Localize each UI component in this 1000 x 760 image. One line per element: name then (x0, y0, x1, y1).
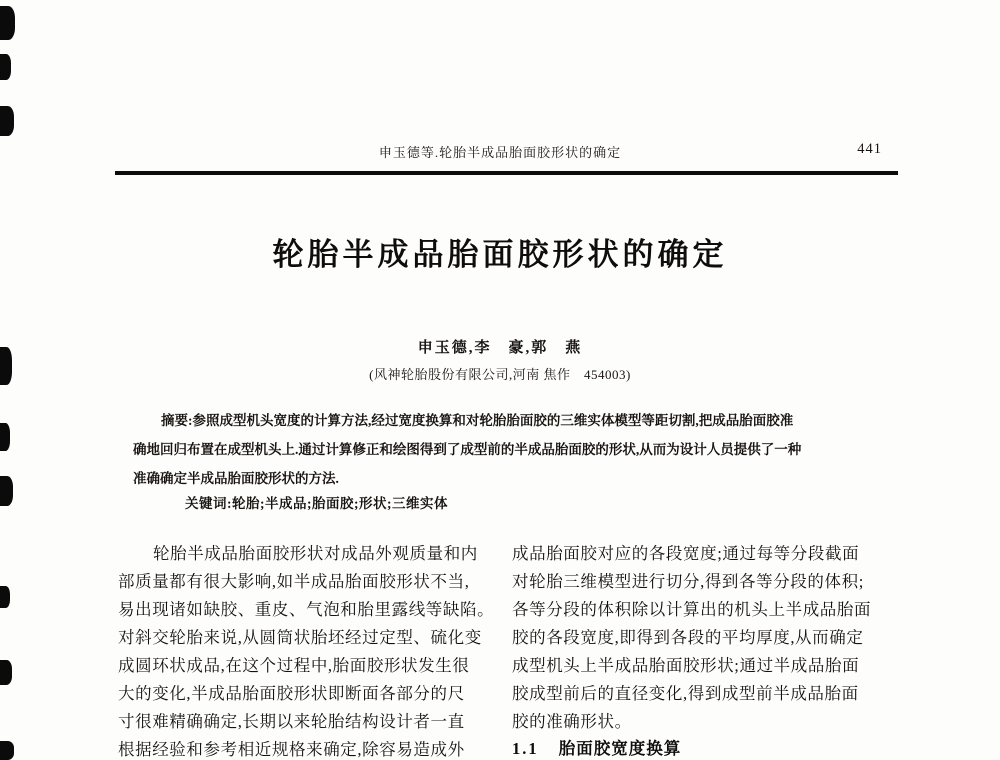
text-line: 轮胎半成品胎面胶形状对成品外观质量和内 (153, 544, 478, 563)
abstract-block (133, 406, 868, 493)
section-title: 胎面胶宽度换算 (558, 740, 682, 758)
body-left-column (118, 540, 510, 760)
keywords-line: 关键词:轮胎;半成品;胎面胶;形状;三维实体 (185, 496, 448, 511)
text-line: 各等分段的体积除以计算出的机头上半成品胎面 (512, 600, 872, 619)
text-line: 部质量都有很大影响,如半成品胎面胶形状不当, (118, 572, 470, 591)
scan-edge-mark (0, 423, 10, 451)
page-number: 441 (857, 141, 882, 157)
text-line: 寸很难精确确定,长期以来轮胎结构设计者一直 (118, 712, 465, 731)
scan-edge-mark (0, 6, 15, 40)
text-line: 胶的各段宽度,即得到各段的平均厚度,从而确定 (512, 628, 864, 647)
running-header: 申玉德等.轮胎半成品胎面胶形状的确定 (378, 145, 622, 160)
text-line: 准确确定半成品胎面胶形状的方法. (133, 471, 339, 486)
scan-edge-mark (0, 660, 12, 685)
scan-edge-mark (0, 586, 10, 608)
text-line: 胶成型前后的直径变化,得到成型前半成品胎面 (512, 684, 859, 703)
text-line: 胶的准确形状。 (512, 712, 632, 731)
header-rule (115, 171, 898, 175)
text-line: 确地回归布置在成型机头上.通过计算修正和绘图得到了成型前的半成品胎面胶的形状,从而为设计人员提供了一种 (133, 442, 802, 457)
text-line: 大的变化,半成品胎面胶形状即断面各部分的尺 (118, 684, 465, 703)
affiliation-line: (风神轮胎股份有限公司,河南 焦作 454003) (369, 367, 631, 382)
text-line: 成型机头上半成品胎面胶形状;通过半成品胎面 (512, 656, 860, 675)
text-line: 对轮胎三维模型进行切分,得到各等分段的体积; (512, 572, 864, 591)
scan-edge-mark (0, 54, 11, 80)
scan-edge-mark (0, 106, 14, 136)
text-line: 成圆环状成品,在这个过程中,胎面胶形状发生很 (118, 656, 470, 675)
authors-line: 申玉德,李 豪,郭 燕 (417, 340, 583, 356)
article-title: 轮胎半成品胎面胶形状的确定 (272, 237, 728, 272)
text-line: 对斜交轮胎来说,从圆筒状胎坯经过定型、硫化变 (118, 628, 482, 647)
text-line: 摘要:参照成型机头宽度的计算方法,经过宽度换算和对轮胎胎面胶的三维实体模型等距切割,把成品胎面胶准 (161, 413, 794, 428)
section-number: 1.1 (512, 739, 539, 758)
text-line: 易出现诸如缺胶、重皮、气泡和胎里露线等缺陷。 (118, 600, 495, 619)
text-line: 根据经验和参考相近规格来确定,除容易造成外 (118, 740, 465, 759)
body-right-column (512, 540, 904, 736)
scan-edge-mark (0, 476, 13, 506)
text-line: 成品胎面胶对应的各段宽度;通过每等分段截面 (512, 544, 860, 563)
scan-edge-mark (0, 741, 14, 760)
section-heading (512, 735, 681, 759)
